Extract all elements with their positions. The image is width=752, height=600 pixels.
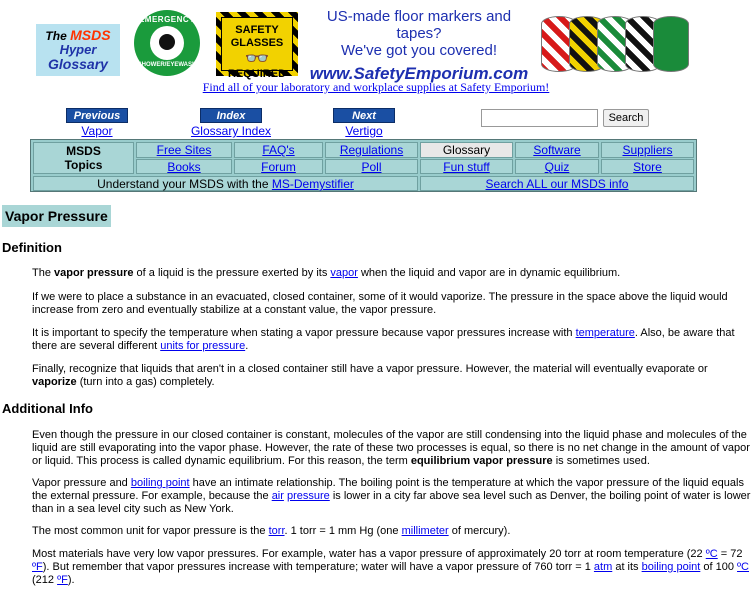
atm-link[interactable]: atm <box>593 561 613 573</box>
search-input[interactable] <box>481 109 598 127</box>
topic-poll[interactable] <box>325 159 418 174</box>
text: . <box>245 340 249 352</box>
topic-regulations[interactable] <box>325 142 418 158</box>
topic-store[interactable] <box>601 159 694 174</box>
text: ). <box>67 574 75 586</box>
header-banner <box>0 4 752 83</box>
safety-glasses-required-sign[interactable] <box>216 12 298 80</box>
topic-label: Glossary <box>442 143 491 157</box>
next-button[interactable]: Next <box>333 108 395 123</box>
glossary-index-link[interactable]: Glossary Index <box>190 124 272 138</box>
torr-link[interactable]: torr <box>268 525 285 537</box>
topic-free-sites[interactable] <box>136 142 232 158</box>
topic-link[interactable]: Software <box>533 143 581 157</box>
text: at its <box>612 561 642 573</box>
text: is lower in a city far above sea level such as Denver, the boiling point of water is lower than in a sea level city such as New York. <box>32 490 751 515</box>
celsius-link[interactable]: ºC <box>737 561 749 573</box>
understand-msds-cell <box>33 176 418 191</box>
topic-suppliers[interactable] <box>601 142 694 158</box>
definition-paragraph-2: If we were to place a substance in an evacuated, closed container, some of it would vaporize. The pressure in the space above the liquid would increase from zero and eventually stabilize at a constant value, the vapor pressure. <box>32 291 728 316</box>
boiling-point-link[interactable]: boiling point <box>641 561 701 573</box>
tape-roll-icon <box>653 16 689 72</box>
glasses-sign-line1: SAFETY GLASSES <box>230 24 284 49</box>
term-vapor-pressure: vapor pressure <box>54 267 134 279</box>
understand-msds-text: Understand your MSDS with the <box>97 177 272 191</box>
topic-link[interactable]: FAQ's <box>262 143 295 157</box>
topic-link[interactable]: Store <box>633 160 662 174</box>
term-equilibrium-vapor-pressure: equilibrium vapor pressure <box>410 455 553 467</box>
promo-line1: US-made floor markers and tapes? <box>326 8 512 42</box>
topics-heading-line1: MSDS <box>66 144 101 158</box>
previous-button[interactable]: Previous <box>66 108 128 123</box>
text: (212 <box>32 574 58 586</box>
search-button[interactable]: Search <box>603 109 649 127</box>
topic-link[interactable]: Forum <box>261 160 296 174</box>
text: Even though the pressure in our closed container is constant, molecules of the vapor are still condensing into the liquid phase and molecules of the liquid are still evaporating into the vapor phase. However, the rate of these two processes is equal, so there is no net change in the amount of vapor or liquid. This process is called dynamic equilibrium. For this reason, the term <box>32 429 750 467</box>
text: of 100 <box>700 561 738 573</box>
index-button[interactable]: Index <box>200 108 262 123</box>
text: have an intimate relationship. The boiling point is the temperature at which the vapor pressure of the liquid equals the external pressure. For example, because the <box>32 477 744 502</box>
additional-paragraph-2 <box>32 477 751 516</box>
logo-msds: MSDS <box>70 27 111 43</box>
temperature-link[interactable]: temperature <box>575 327 635 339</box>
additional-paragraph-4 <box>32 548 751 587</box>
definition-paragraph-4 <box>32 363 751 389</box>
term-vaporize: vaporize <box>32 376 77 388</box>
definition-heading: Definition <box>2 240 62 255</box>
definition-paragraph-1 <box>32 267 751 280</box>
page-title: Vapor Pressure <box>2 205 111 227</box>
text: of mercury). <box>448 525 511 537</box>
next-nav <box>331 108 397 138</box>
previous-nav <box>64 108 130 138</box>
topic-forum[interactable] <box>234 159 323 174</box>
topic-link[interactable]: Fun stuff <box>443 160 490 174</box>
air-link[interactable]: air <box>271 490 284 502</box>
msds-topics-heading <box>33 142 134 174</box>
find-all-supplies-link[interactable]: Find all of your laboratory and workplace supplies at Safety Emporium! <box>202 80 550 94</box>
text: ). But remember that vapor pressures increase with temperature; water will have a vapor pressure of 760 torr = 1 <box>42 561 594 573</box>
next-term-link[interactable]: Vertigo <box>345 124 383 138</box>
text: Finally, recognize that liquids that aren't in a closed container still have a vapor pressure. However, the material will eventually evaporate or <box>32 363 708 375</box>
topic-fun-stuff[interactable] <box>420 159 513 174</box>
celsius-link[interactable]: ºC <box>705 548 718 560</box>
text: The most common unit for vapor pressure is the <box>32 525 269 537</box>
index-nav <box>190 108 272 138</box>
boiling-point-link[interactable]: boiling point <box>130 477 190 489</box>
find-all-supplies-row <box>0 80 752 95</box>
text: It is important to specify the temperature when stating a vapor pressure because vapor pressures increase with <box>32 327 576 339</box>
text: Most materials have very low vapor pressures. For example, water has a vapor pressure of approximately 20 torr at room temperature (22 <box>32 548 706 560</box>
search-all-msds-cell[interactable] <box>420 176 694 191</box>
topic-software[interactable] <box>515 142 599 158</box>
text: is sometimes used. <box>552 455 650 467</box>
topic-link[interactable]: Quiz <box>544 160 570 174</box>
eyewash-sign-top: EMERGENCY <box>138 15 196 24</box>
topic-link[interactable]: Poll <box>361 160 382 174</box>
topic-link[interactable]: Free Sites <box>156 143 212 157</box>
text: Vapor pressure and <box>32 477 131 489</box>
text: = 72 <box>717 548 743 560</box>
topic-link[interactable]: Suppliers <box>622 143 673 157</box>
fahrenheit-link[interactable]: ºF <box>57 574 68 586</box>
topic-books[interactable] <box>136 159 232 174</box>
additional-paragraph-3 <box>32 525 751 538</box>
floor-marker-promo[interactable] <box>306 8 532 84</box>
logo-the: The <box>45 29 67 43</box>
text: The <box>32 267 55 279</box>
logo-hyper: Hyper <box>59 42 97 57</box>
units-for-pressure-link[interactable]: units for pressure <box>160 340 246 352</box>
pressure-link[interactable]: pressure <box>286 490 330 502</box>
text: of a liquid is the pressure exerted by its <box>133 267 331 279</box>
text: (turn into a gas) completely. <box>76 376 215 388</box>
search-all-msds-link[interactable]: Search ALL our MSDS info <box>485 177 629 191</box>
definition-paragraph-3 <box>32 327 751 353</box>
topic-glossary-current <box>420 142 513 158</box>
previous-term-link[interactable]: Vapor <box>81 124 113 138</box>
msds-topics-table <box>30 139 697 192</box>
safety-glasses-icon: 👓 <box>244 48 270 70</box>
msds-hyper-glossary-logo[interactable] <box>36 24 120 76</box>
topic-link[interactable]: Books <box>167 160 201 174</box>
topic-quiz[interactable] <box>515 159 599 174</box>
millimeter-link[interactable]: millimeter <box>401 525 449 537</box>
topic-faqs[interactable] <box>234 142 323 158</box>
text: . Also, be aware that there are several different <box>32 327 735 352</box>
logo-glossary: Glossary <box>48 56 108 72</box>
eyewash-icon <box>150 26 184 60</box>
eyewash-sign-bottom: SHOWER/EYEWASH <box>137 62 197 68</box>
vapor-link[interactable]: vapor <box>330 267 358 279</box>
topic-link[interactable]: Regulations <box>339 143 404 157</box>
emergency-shower-eyewash-sign[interactable] <box>134 10 200 76</box>
topics-heading-line2: Topics <box>64 158 103 172</box>
additional-paragraph-1 <box>32 429 751 468</box>
fahrenheit-link[interactable]: ºF <box>32 561 43 573</box>
promo-url: www.SafetyEmporium.com <box>309 64 529 83</box>
promo-line2: We've got you covered! <box>340 42 497 59</box>
ms-demystifier-link[interactable]: MS-Demystifier <box>271 177 354 191</box>
floor-tapes-image[interactable] <box>541 8 689 78</box>
glasses-sign-line2: REQUIRED <box>227 68 287 80</box>
additional-info-heading: Additional Info <box>2 401 93 416</box>
text: when the liquid and vapor are in dynamic equilibrium. <box>357 267 621 279</box>
text: . 1 torr = 1 mm Hg (one <box>284 525 402 537</box>
